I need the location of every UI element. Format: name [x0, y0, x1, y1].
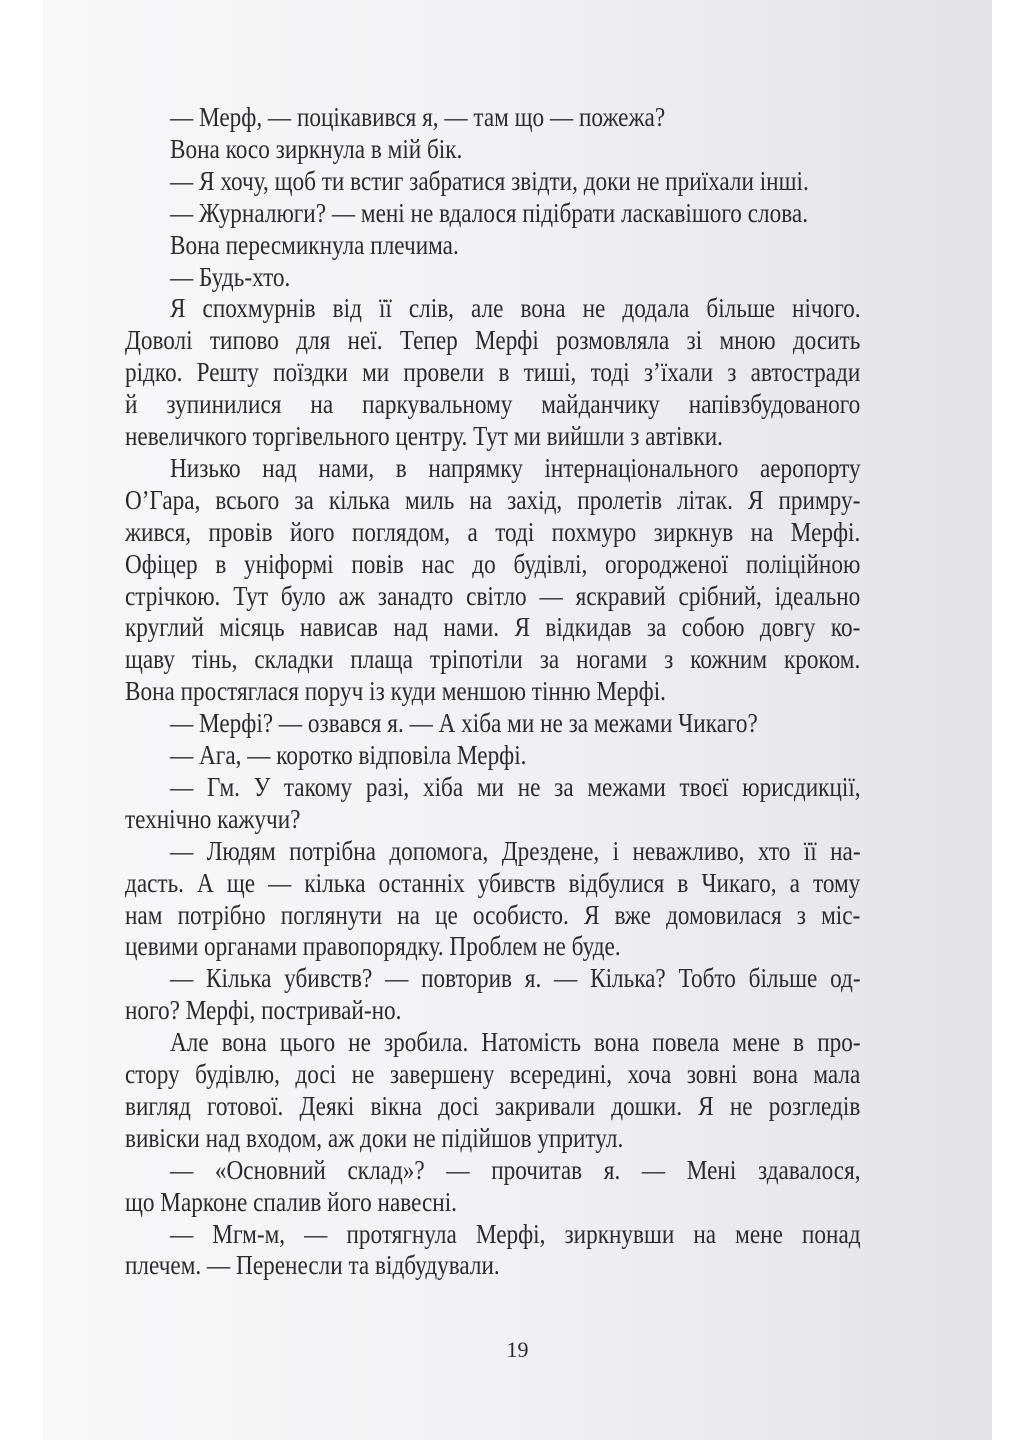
text-line: ного? Мерфі, постривай-но. — [125, 995, 402, 1026]
text-line: Офіцер в уніформі повів нас до будівлі, огородженої поліційною — [125, 548, 861, 579]
text-line: невеличкого торгівельного центру. Тут ми вийшли з автівки. — [125, 421, 723, 451]
text-line: О’Гара, всього за кілька миль на захід, пролетів літак. Я примру- — [125, 484, 861, 515]
text-line: — Журналюги? — мені не вдалося підібрати ласкавішого слова. — [170, 197, 808, 228]
text-line: жився, провів його поглядом, а тоді похмуро зиркнув на Мерфі. — [125, 516, 861, 547]
text-line: — Кілька убивств? — повторив я. — Кілька? Тобто більше од- — [170, 963, 861, 994]
text-line: Вона косо зиркнула в мій бік. — [170, 133, 463, 164]
text-line: й зупинилися на паркувальному майданчику напівзбудованого — [125, 389, 861, 420]
text-line: — Мгм-м, — протягнула Мерфі, зиркнувши на мене понад — [170, 1218, 861, 1249]
text-line: Низько над нами, в напрямку інтернаціонального аеропорту — [170, 452, 861, 483]
text-line: вигляд готової. Деякі вікна досі закривали дошки. Я не розгледів — [125, 1090, 861, 1121]
text-line: — Гм. У такому разі, хіба ми не за межами твоєї юрисдикції, — [170, 771, 861, 802]
text-line: — «Основний склад»? — прочитав я. — Мені здавалося, — [170, 1154, 861, 1185]
page-number: 19 — [506, 1337, 529, 1362]
text-line: Я спохмурнів від її слів, але вона не додала більше нічого. — [170, 293, 861, 324]
text-line: — Ага, — коротко відповіла Мерфі. — [170, 740, 527, 770]
text-line: дасть. А ще — кілька останніх убивств відбулися в Чикаго, а тому — [125, 867, 861, 898]
text-line: Вона простяглася поруч із куди меншою тінню Мерфі. — [125, 676, 666, 707]
text-line: щаву тінь, складки плаща тріпотіли за ногами з кожним кроком. — [125, 644, 861, 675]
text-line: технічно кажучи? — [125, 803, 301, 834]
text-line: Вона пересмикнула плечима. — [170, 229, 459, 260]
text-line: стору будівлю, досі не завершену всередині, хоча зовні вона мала — [125, 1059, 861, 1089]
text-line: плечем. — Перенесли та відбудували. — [125, 1250, 500, 1281]
text-line: рідко. Решту поїздки ми провели в тиші, тоді з’їхали з автостради — [125, 357, 861, 388]
text-line: цевими органами правопорядку. Проблем не буде. — [125, 931, 621, 962]
text-line: Доволі типово для неї. Тепер Мерфі розмовляла зі мною досить — [125, 325, 861, 356]
text-line: вивіски над входом, аж доки не підійшов упритул. — [125, 1122, 624, 1153]
text-line: — Мерфі? — озвався я. — А хіба ми не за межами Чикаго? — [170, 708, 758, 739]
text-line: нам потрібно поглянути на це особисто. Я вже домовилася з міс- — [125, 899, 861, 930]
text-line: стрічкою. Тут було аж занадто світло — яскравий срібний, ідеально — [125, 580, 861, 611]
text-line: — Мерф, — поцікавився я, — там що — пожежа? — [170, 102, 666, 132]
text-line: круглий місяць нависав над нами. Я відкидав за собою довгу ко- — [125, 612, 861, 643]
text-line: — Людям потрібна допомога, Дрездене, і неважливо, хто її на- — [170, 835, 861, 866]
text-line: — Я хочу, щоб ти встиг забратися звідти, доки не приїхали інші. — [170, 165, 809, 196]
text-line: Але вона цього не зробила. Натомість вона повела мене в про- — [170, 1027, 861, 1058]
text-line: — Будь-хто. — [170, 261, 291, 292]
text-line: що Марконе спалив його навесні. — [125, 1186, 457, 1217]
